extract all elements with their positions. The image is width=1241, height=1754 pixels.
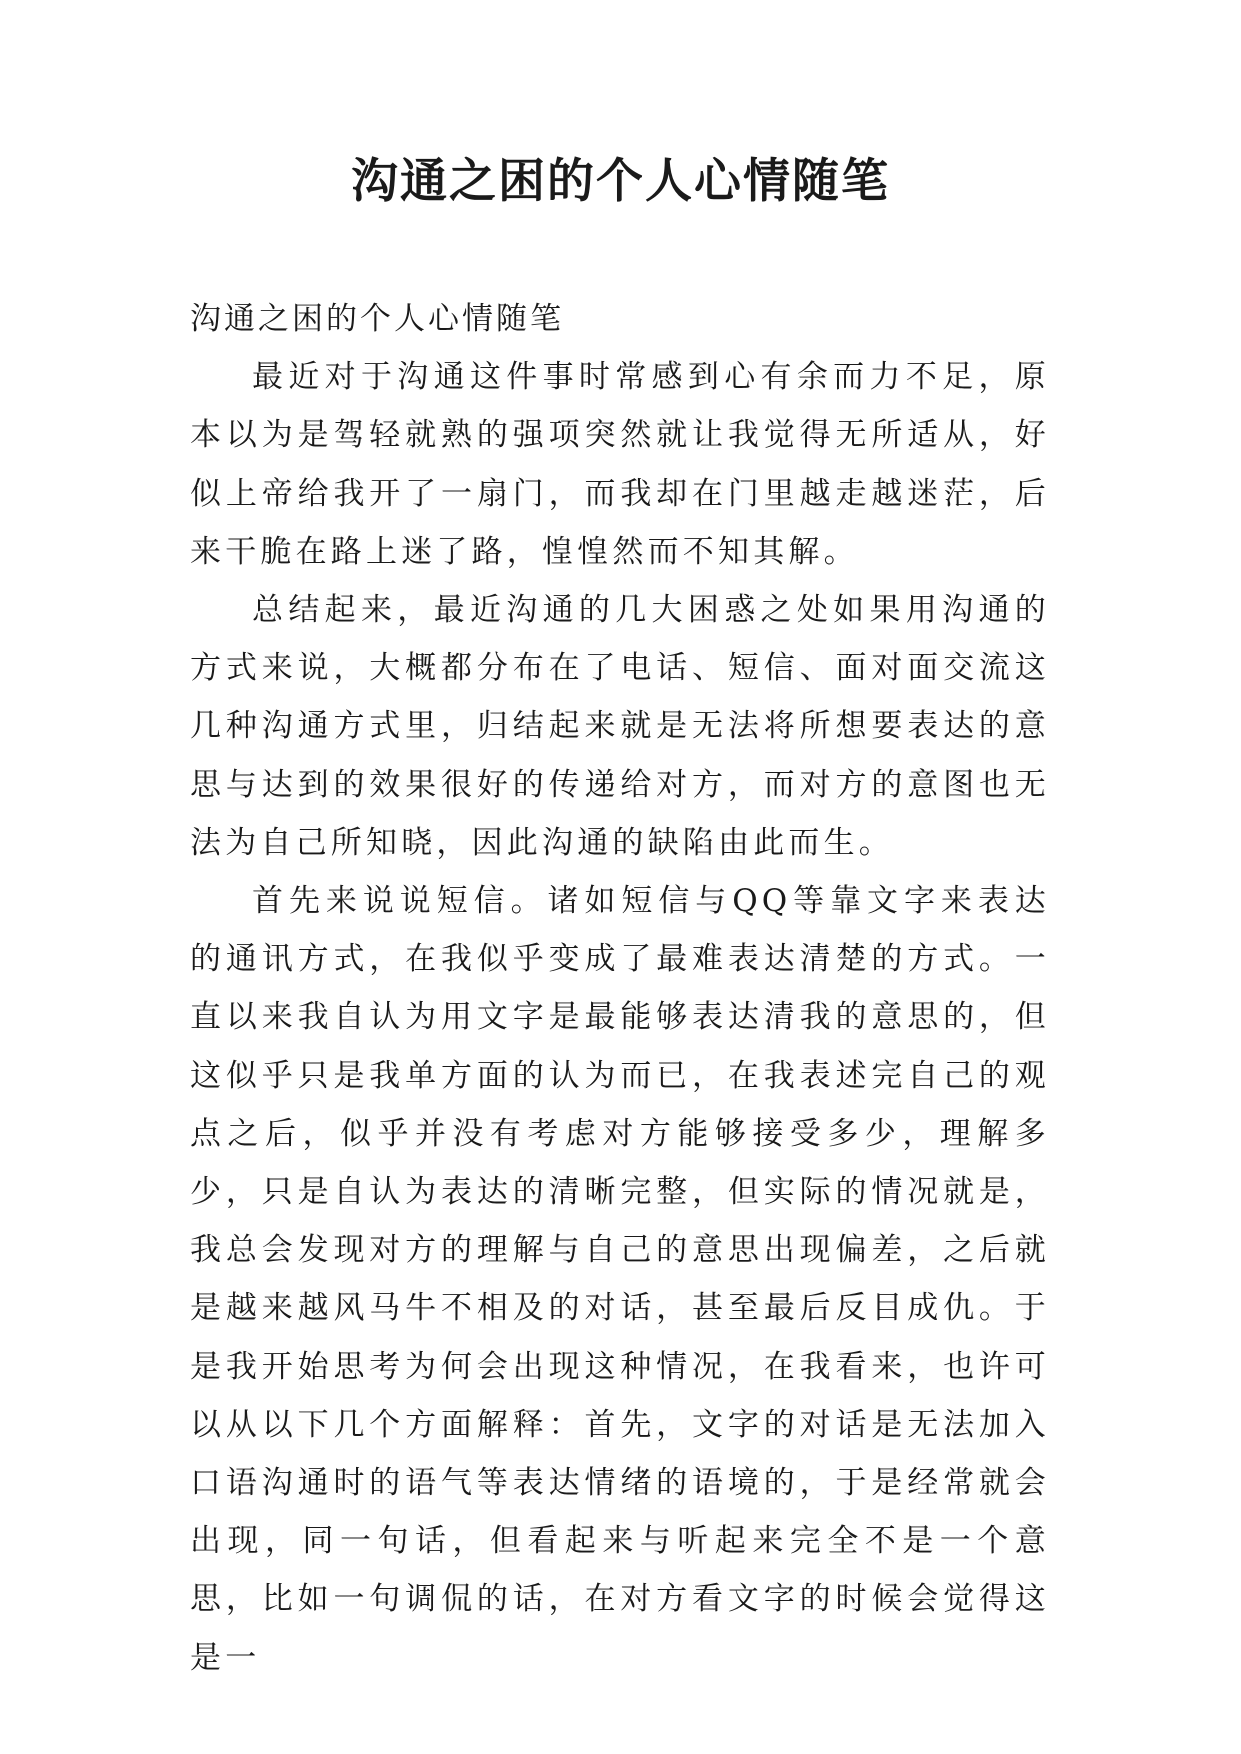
document-subtitle: 沟通之困的个人心情随笔	[190, 301, 564, 337]
paragraph-2: 总结起来，最近沟通的几大困惑之处如果用沟通的方式来说，大概都分布在了电话、短信、面对面交流这几种沟通方式里，归结起来就是无法将所想要表达的意思与达到的效果很好的传递给对方，而对方的意图也无法为自己所知晓，因此沟通的缺陷由此而生。	[190, 592, 1050, 861]
document-title: 沟通之困的个人心情随笔	[351, 154, 890, 209]
document-body	[190, 290, 1050, 1687]
paragraph-3: 首先来说说短信。诸如短信与QQ等靠文字来表达的通讯方式，在我似乎变成了最难表达清楚的方式。一直以来我自认为用文字是最能够表达清我的意思的，但这似乎只是我单方面的认为而已，在我表述完自己的观点之后，似乎并没有考虑对方能够接受多少，理解多少，只是自认为表达的清晰完整，但实际的情况就是，我总会发现对方的理解与自己的意思出现偏差，之后就是越来越风马牛不相及的对话，甚至最后反目成仇。于是我开始思考为何会出现这种情况，在我看来，也许可以从以下几个方面解释：首先，文字的对话是无法加入口语沟通时的语气等表达情绪的语境的，于是经常就会出现，同一句话，但看起来与听起来完全不是一个意思，比如一句调侃的话，在对方看文字的时候会觉得这是一	[190, 883, 1050, 1676]
paragraph-1: 最近对于沟通这件事时常感到心有余而力不足，原本以为是驾轻就熟的强项突然就让我觉得无所适从，好似上帝给我开了一扇门，而我却在门里越走越迷茫，后来干脆在路上迷了路，惶惶然而不知其解。	[190, 359, 1050, 570]
